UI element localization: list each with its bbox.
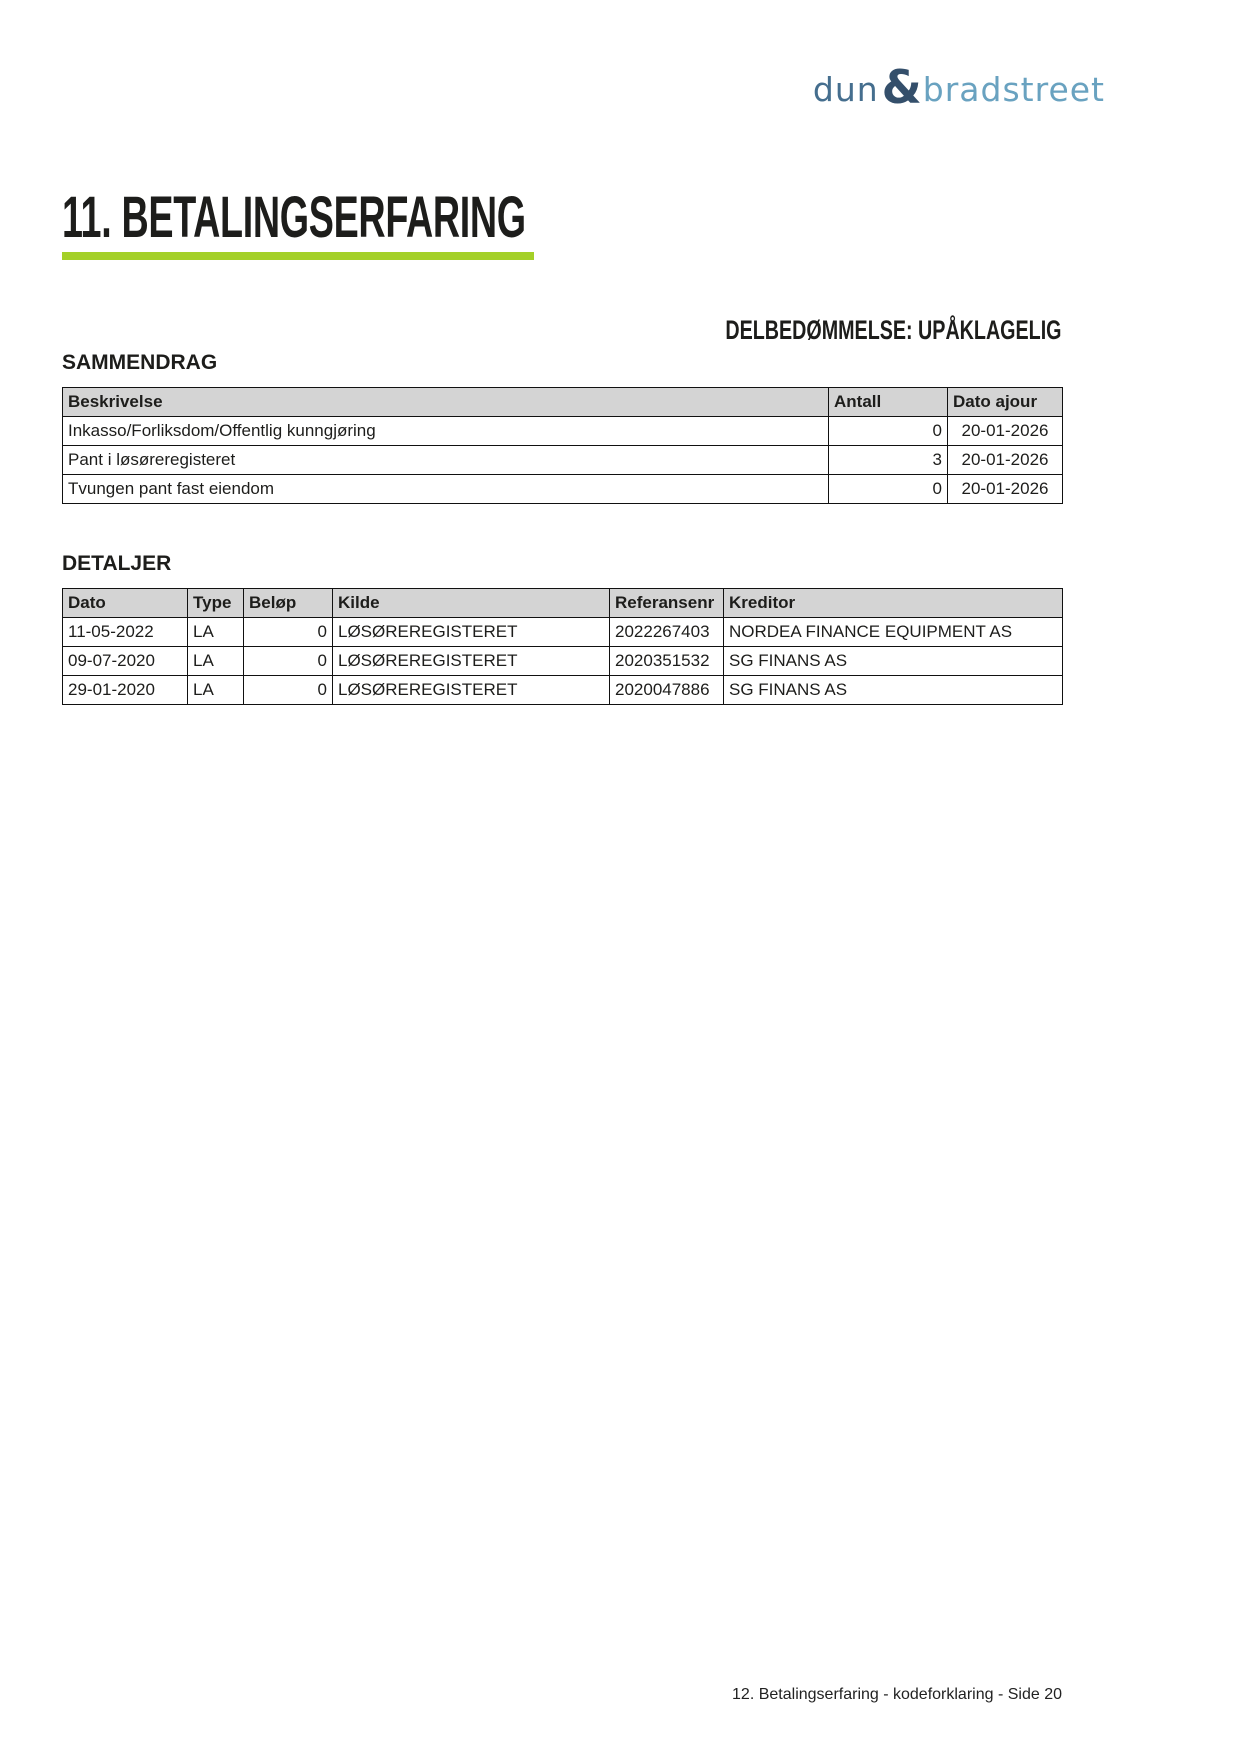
details-header-row	[63, 589, 1063, 618]
summary-cell-dato-ajour: 20-01-2026	[948, 475, 1063, 504]
details-cell-kreditor: NORDEA FINANCE EQUIPMENT AS	[724, 618, 1063, 647]
summary-cell-dato-ajour: 20-01-2026	[948, 417, 1063, 446]
details-cell-kilde: LØSØREREGISTERET	[333, 618, 610, 647]
page-title	[62, 185, 776, 250]
details-cell-belop: 0	[244, 676, 333, 705]
details-cell-referansenr: 2020047886	[610, 676, 724, 705]
details-column-header-type: Type	[188, 589, 244, 618]
details-cell-dato: 09-07-2020	[63, 647, 188, 676]
summary-cell-beskrivelse: Inkasso/Forliksdom/Offentlig kunngjøring	[63, 417, 829, 446]
summary-cell-beskrivelse: Tvungen pant fast eiendom	[63, 475, 829, 504]
dun-bradstreet-logo	[812, 60, 1105, 114]
details-column-header-dato: Dato	[63, 589, 188, 618]
details-cell-kilde: LØSØREREGISTERET	[333, 676, 610, 705]
summary-table-row	[63, 417, 1063, 446]
details-cell-type: LA	[188, 676, 244, 705]
details-column-header-belop: Beløp	[244, 589, 333, 618]
details-cell-referansenr: 2022267403	[610, 618, 724, 647]
details-column-header-kreditor: Kreditor	[724, 589, 1063, 618]
details-column-header-kilde: Kilde	[333, 589, 610, 618]
summary-header-row	[63, 388, 1063, 417]
details-cell-belop: 0	[244, 618, 333, 647]
logo-ampersand-icon: &	[881, 60, 922, 114]
summary-cell-antall: 0	[829, 417, 948, 446]
logo-text-bradstreet: bradstreet	[922, 70, 1105, 109]
details-table-row	[63, 676, 1063, 705]
details-cell-dato: 29-01-2020	[63, 676, 188, 705]
assessment-heading	[601, 316, 1062, 344]
assessment-heading-text: DELBEDØMMELSE: UPÅKLAGELIG	[725, 315, 1062, 345]
details-column-header-referansenr: Referansenr	[610, 589, 724, 618]
details-cell-dato: 11-05-2022	[63, 618, 188, 647]
summary-table	[62, 387, 1063, 504]
details-cell-belop: 0	[244, 647, 333, 676]
summary-column-header-dato-ajour: Dato ajour	[948, 388, 1063, 417]
details-section-heading: DETALJER	[62, 552, 172, 575]
summary-column-header-antall: Antall	[829, 388, 948, 417]
details-cell-type: LA	[188, 618, 244, 647]
summary-cell-dato-ajour: 20-01-2026	[948, 446, 1063, 475]
details-table	[62, 588, 1063, 705]
details-cell-kilde: LØSØREREGISTERET	[333, 647, 610, 676]
page-title-text: 11. BETALINGSERFARING	[62, 185, 526, 250]
page-footer: 12. Betalingserfaring - kodeforklaring - Side 20	[732, 1686, 1062, 1703]
summary-cell-beskrivelse: Pant i løsøreregisteret	[63, 446, 829, 475]
details-cell-type: LA	[188, 647, 244, 676]
summary-table-row	[63, 446, 1063, 475]
summary-column-header-beskrivelse: Beskrivelse	[63, 388, 829, 417]
summary-section-heading: SAMMENDRAG	[62, 351, 218, 374]
details-table-row	[63, 647, 1063, 676]
details-cell-referansenr: 2020351532	[610, 647, 724, 676]
title-underline	[62, 252, 534, 260]
details-table-row	[63, 618, 1063, 647]
details-cell-kreditor: SG FINANS AS	[724, 676, 1063, 705]
details-cell-kreditor: SG FINANS AS	[724, 647, 1063, 676]
summary-cell-antall: 0	[829, 475, 948, 504]
logo-text-dun: dun	[812, 70, 879, 109]
summary-table-row	[63, 475, 1063, 504]
summary-cell-antall: 3	[829, 446, 948, 475]
